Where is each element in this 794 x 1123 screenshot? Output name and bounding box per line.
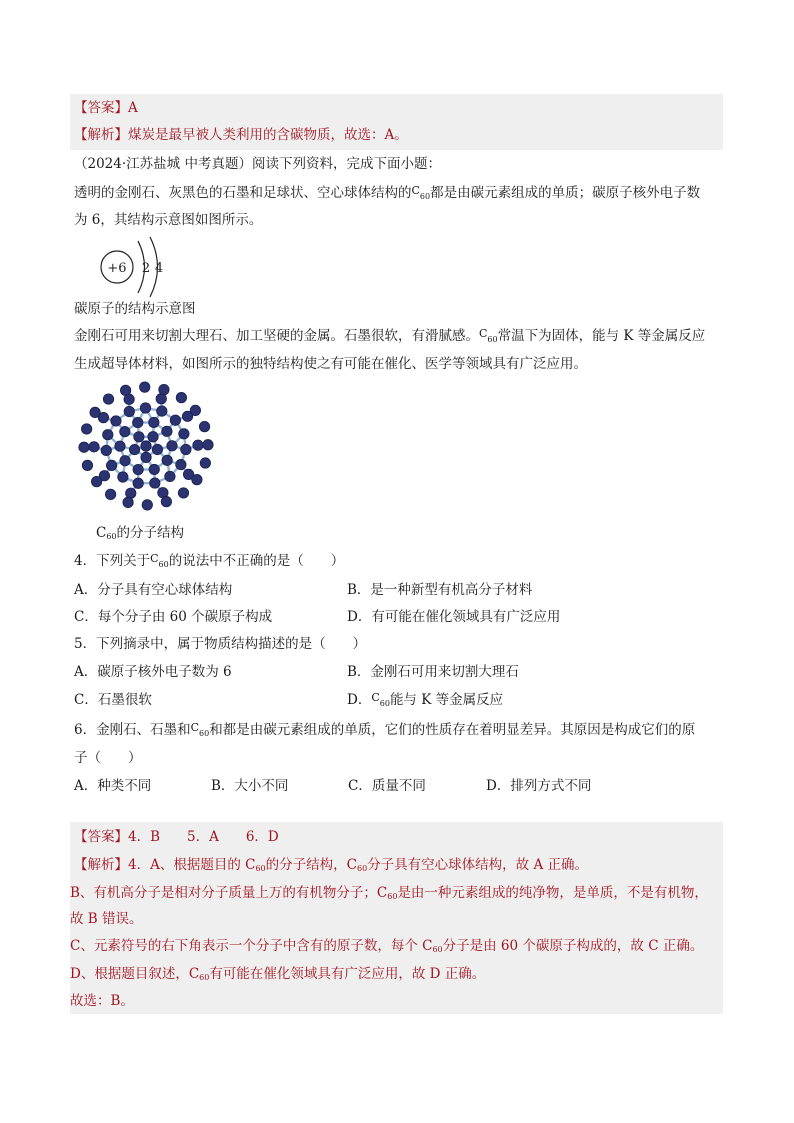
c60-atom bbox=[118, 472, 128, 482]
c60-atom bbox=[140, 403, 150, 413]
shell-2-electrons: 4 bbox=[154, 261, 164, 276]
c60-atom bbox=[103, 394, 113, 404]
c60-atom bbox=[157, 406, 167, 416]
q5-option-b[interactable]: B．金刚石可用来切割大理石 bbox=[347, 664, 519, 680]
c60-atom bbox=[150, 478, 160, 488]
analysis-line-2-3: 故 B 错误。 bbox=[70, 911, 143, 927]
source-line: （2024·江苏盐城 中考真题）阅读下列资料，完成下面小题： bbox=[74, 156, 441, 172]
analysis-line-1: 【解析】煤炭是最早被人类利用的含碳物质，故选：A。 bbox=[74, 127, 408, 143]
c60-symbol: $^C_{60}$ bbox=[150, 552, 169, 569]
answer-line-2: 【答案】4．B 5．A 6．D bbox=[74, 829, 279, 845]
paragraph-1-line-2: 为 6，其结构示意图如图所示。 bbox=[74, 212, 263, 228]
c60-atom bbox=[133, 478, 143, 488]
c60-atom bbox=[176, 459, 186, 469]
analysis-line-2-2: B、有机高分子是相对分子质量上万的有机物分子；$C_{60}$是由一种元素组成的纯净物，是单质，不是有机物， bbox=[70, 885, 708, 901]
answer-line-1: 【答案】A bbox=[74, 100, 138, 116]
c60-atom bbox=[90, 407, 100, 417]
q6-option-a[interactable]: A．种类不同 bbox=[74, 778, 152, 794]
c60-atom bbox=[165, 471, 175, 481]
q4-option-a[interactable]: A．分子具有空心球体结构 bbox=[74, 582, 233, 598]
c60-atom bbox=[115, 441, 125, 451]
carbon-atom-diagram bbox=[95, 233, 185, 297]
analysis-line-2-6: 故选：B。 bbox=[70, 993, 134, 1009]
c60-atom bbox=[179, 429, 189, 439]
c60-atom bbox=[120, 455, 130, 465]
c60-atom bbox=[79, 442, 89, 452]
analysis-line-2-5: D、根据题目叙述，$C_{60}$有可能在催化领域具有广泛应用，故 D 正确。 bbox=[70, 966, 486, 982]
q4-option-c[interactable]: C．每个分子由 60 个碳原子构成 bbox=[74, 609, 273, 625]
c60-atom bbox=[105, 489, 115, 499]
c60-atom bbox=[134, 432, 144, 442]
c60-atom bbox=[161, 496, 171, 506]
c60-atom bbox=[140, 382, 150, 392]
c60-atom bbox=[133, 464, 143, 474]
c60-symbol: $^C_{60}$ bbox=[190, 721, 210, 738]
c60-atom bbox=[106, 460, 116, 470]
c60-molecule-image bbox=[72, 376, 220, 516]
q6-option-c[interactable]: C．质量不同 bbox=[348, 778, 426, 794]
c60-symbol: $^C_{60}$ bbox=[411, 184, 431, 201]
c60-caption: $C_{60}$的分子结构 bbox=[96, 525, 185, 541]
q4-option-d[interactable]: D．有可能在催化领域具有广泛应用 bbox=[347, 609, 561, 625]
q6-option-b[interactable]: B．大小不同 bbox=[211, 778, 289, 794]
c60-atom bbox=[159, 384, 169, 394]
atom-diagram-caption: 碳原子的结构示意图 bbox=[74, 301, 196, 317]
c60-atom bbox=[193, 440, 203, 450]
paragraph-2-line-2: 生成超导体材料，如图所示的独特结构使之有可能在催化、医学等领域具有广泛应用。 bbox=[74, 356, 587, 372]
c60-atom bbox=[181, 444, 191, 454]
c60-atom bbox=[152, 444, 162, 454]
analysis-line-2-4: C、元素符号的右下角表示一个分子中含有的原子数，每个 $C_{60}$分子是由 60 个碳原子构成的，故 C 正确。 bbox=[70, 938, 704, 954]
c60-atom bbox=[142, 500, 152, 510]
c60-atom bbox=[124, 406, 134, 416]
question-6-line-2: 子（ ） bbox=[74, 750, 142, 766]
c60-symbol: $^C_{60}$ bbox=[479, 327, 498, 344]
c60-atom bbox=[81, 424, 91, 434]
c60-atom bbox=[129, 444, 139, 454]
analysis-line-2-1: 【解析】4．A、根据题目的 $C_{60}$的分子结构，$C_{60}$分子具有空心球体结构，故 A 正确。 bbox=[74, 857, 589, 873]
q5-option-c[interactable]: C．石墨很软 bbox=[74, 692, 152, 708]
c60-atom bbox=[111, 416, 121, 426]
c60-symbol: $^C_{60}$ bbox=[371, 691, 390, 708]
c60-atom bbox=[82, 460, 92, 470]
c60-atom bbox=[141, 452, 151, 462]
q6-option-d[interactable]: D．排列方式不同 bbox=[486, 778, 592, 794]
c60-atom bbox=[170, 415, 180, 425]
c60-atom bbox=[203, 440, 213, 450]
c60-atom bbox=[149, 464, 159, 474]
question-5: 5．下列摘录中，属于物质结构描述的是（ ） bbox=[74, 636, 367, 652]
shell-1-electrons: 2 bbox=[141, 261, 151, 276]
c60-atom bbox=[91, 476, 101, 486]
c60-atom bbox=[120, 385, 130, 395]
c60-atom bbox=[162, 455, 172, 465]
q4-option-b[interactable]: B．是一种新型有机高分子材料 bbox=[347, 582, 533, 598]
answer-block-2 bbox=[70, 822, 723, 1014]
paragraph-1-line-1: 透明的金刚石、灰黑色的石墨和足球状、空心球体结构的$^C_{60}$都是由碳元素组成的单质；碳原子核外电子数 bbox=[74, 184, 701, 201]
c60-atom bbox=[148, 432, 158, 442]
c60-atom bbox=[162, 426, 172, 436]
question-6-line-1: 6．金刚石、石墨和$^C_{60}$和都是由碳元素组成的单质，它们的性质存在着明显差异。其原因是构成它们的原 bbox=[74, 721, 696, 738]
c60-atom bbox=[89, 442, 99, 452]
c60-atom bbox=[176, 392, 186, 402]
c60-atom bbox=[103, 430, 113, 440]
c60-atom bbox=[192, 474, 202, 484]
c60-atom bbox=[133, 417, 143, 427]
question-4: 4．下列关于$^C_{60}$的说法中不正确的是（ ） bbox=[74, 552, 345, 569]
c60-atom bbox=[190, 405, 200, 415]
nucleus-label: +6 bbox=[107, 261, 127, 276]
paragraph-2-line-1: 金刚石可用来切割大理石、加工坚硬的金属。石墨很软，有滑腻感。$^C_{60}$常温下为固体，能与 K 等金属反应 bbox=[74, 327, 706, 344]
c60-atom bbox=[167, 441, 177, 451]
c60-atom bbox=[123, 497, 133, 507]
c60-atom bbox=[199, 421, 209, 431]
c60-atom bbox=[149, 417, 159, 427]
c60-atom bbox=[200, 458, 210, 468]
c60-atom bbox=[141, 441, 151, 451]
c60-atom bbox=[120, 426, 130, 436]
c60-atom bbox=[178, 488, 188, 498]
q5-option-a[interactable]: A．碳原子核外电子数为 6 bbox=[74, 664, 232, 680]
q5-option-d[interactable]: D．$^C_{60}$能与 K 等金属反应 bbox=[347, 691, 504, 708]
c60-atom bbox=[101, 445, 111, 455]
